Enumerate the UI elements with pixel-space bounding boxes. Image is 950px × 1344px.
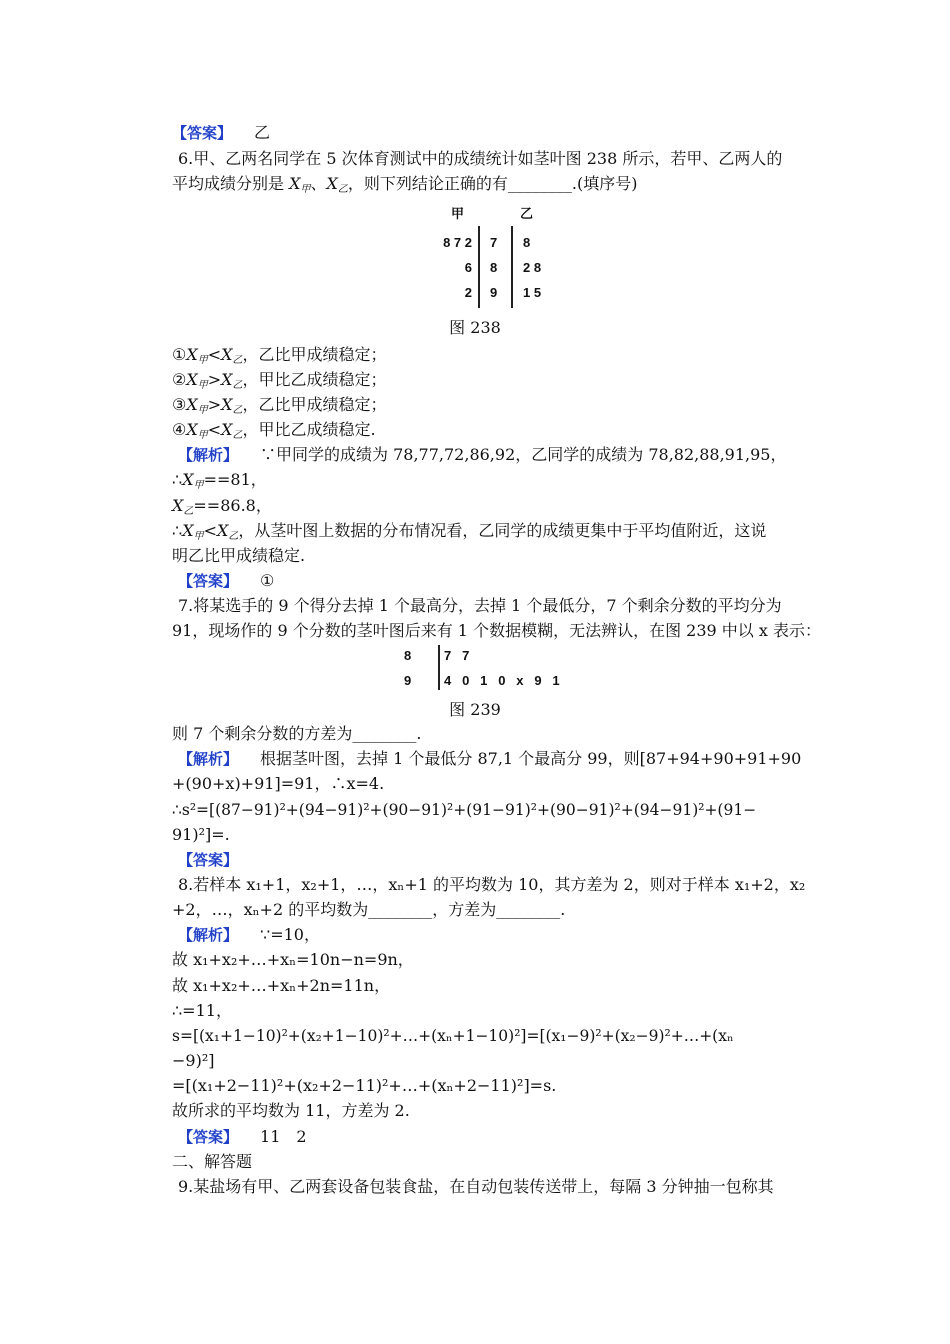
analysis-8-line-5: s=[(x₁+1−10)²+(x₂+1−10)²+…+(xₙ+1−10)²]=[(x₁−9)²+(x₂−9)²+…+(xₙ: [172, 1027, 734, 1045]
answer-line: [172, 123, 270, 143]
x-jia: $X_甲$: [289, 174, 311, 195]
question-6-line-2: 平均成绩分别是 $X_甲$、$X_乙$，则下列结论正确的有________.(填序号): [172, 174, 638, 195]
analysis-8-line-7: =[(x₁+2−11)²+(x₂+2−11)²+…+(xₙ+2−11)²]=s.: [172, 1076, 557, 1095]
analysis-6-line-2: $\therefore X_甲==81$，: [172, 470, 267, 491]
analysis-6-mean-yi: ==86.8，: [193, 496, 272, 515]
stem2-leaves-r2: 4 0 1 0 x 9 1: [444, 673, 560, 688]
question-8-line-1: 8.若样本 x₁+1，x₂+1，…，xₙ+1 的平均数为 10，其方差为 2，则对于样本 x₁+2，x₂: [178, 875, 806, 894]
analysis-8-line-6: −9)²]: [172, 1051, 215, 1070]
stem1-leaves-left-r1: 8 7 2: [443, 235, 472, 250]
analysis-6-text: ∵甲同学的成绩为 78,77,72,86,92，乙同学的成绩为 78,82,88,91,95，: [260, 445, 787, 464]
figure-238-caption: 图 238: [449, 318, 501, 337]
stem1-stem-r2: 8: [490, 260, 498, 275]
question-7-line-1: 7.将某选手的 9 个得分去掉 1 个最高分，去掉 1 个最低分，7 个剩余分数的平均分为: [178, 596, 782, 615]
stem1-leaves-right-r2: 2 8: [523, 260, 542, 275]
answer-text: 乙: [254, 123, 271, 142]
option-3-text: ，乙比甲成绩稳定；: [242, 395, 387, 414]
answer-tag: 【答案】: [178, 1128, 239, 1146]
analysis-6-line-5: 明乙比甲成绩稳定.: [172, 546, 306, 565]
option-4: $④X_甲<X_乙$，甲比乙成绩稳定.: [172, 420, 376, 441]
option-1: $①X_甲<X_乙$，乙比甲成绩稳定；: [172, 345, 387, 366]
stem1-head-left: 甲: [451, 206, 465, 221]
stem1-divider-left: [478, 226, 480, 308]
analysis-8-line-2: 故 x₁+x₂+…+xₙ=10n−n=9n，: [172, 950, 414, 969]
stem1-stem-r1: 7: [490, 235, 498, 250]
question-9-line-1: 9.某盐场有甲、乙两套设备包装食盐，在自动包装传送带上，每隔 3 分钟抽一包称其: [178, 1177, 774, 1196]
answer-6-text: ①: [260, 571, 275, 590]
analysis-tag: 【解析】: [178, 750, 239, 768]
analysis-6-mean-jia: ==81，: [203, 470, 267, 489]
analysis-6-line-1: [178, 445, 786, 465]
figure-239-caption: 图 239: [449, 700, 501, 719]
stem1-leaves-right-r3: 1 5: [523, 285, 542, 300]
stem1-head-right: 乙: [520, 206, 534, 221]
question-7-line-2: 91，现场作的 9 个分数的茎叶图后来有 1 个数据模糊，无法辨认，在图 239 中以 x 表示：: [172, 621, 821, 640]
analysis-tag: 【解析】: [178, 446, 239, 464]
stem1-leaves-left-r3: 2: [464, 285, 472, 300]
answer-8-line: [178, 1127, 307, 1147]
option-1-text: ，乙比甲成绩稳定；: [242, 345, 387, 364]
analysis-7-line-4: 91)²]=.: [172, 825, 230, 844]
stem2-divider: [438, 645, 440, 690]
question-8-line-2: +2，…，xₙ+2 的平均数为________，方差为________.: [172, 900, 566, 919]
stem2-leaves-r1: 7 7: [444, 648, 470, 663]
option-2-text: ，甲比乙成绩稳定；: [242, 370, 387, 389]
answer-tag: 【答案】: [172, 124, 233, 142]
option-4-text: ，甲比乙成绩稳定.: [242, 420, 376, 439]
analysis-7-line-1: [178, 749, 801, 769]
analysis-7-line-2: +(90+x)+91]=91，∴x=4.: [172, 774, 385, 793]
question-6-line-1: 6.甲、乙两名同学在 5 次体育测试中的成绩统计如茎叶图 238 所示，若甲、乙两人的: [178, 149, 783, 168]
analysis-8-line-3: 故 x₁+x₂+…+xₙ+2n=11n，: [172, 976, 391, 995]
answer-8-text: 11 2: [260, 1127, 307, 1146]
stem2-stem-r2: 9: [404, 673, 412, 688]
analysis-6-conclusion: ，从茎叶图上数据的分布情况看，乙同学的成绩更集中于平均值附近，这说: [238, 521, 767, 540]
analysis-7-line-3: ∴s²=[(87−91)²+(94−91)²+(90−91)²+(91−91)²+(90−91)²+(94−91)²+(91−: [172, 801, 757, 819]
stem2-stem-r1: 8: [404, 648, 412, 663]
stem1-leaves-left-r2: 6: [464, 260, 472, 275]
option-3: $③X_甲>X_乙$，乙比甲成绩稳定；: [172, 395, 387, 416]
x-yi: $X_乙$: [326, 174, 348, 195]
analysis-tag: 【解析】: [178, 926, 239, 944]
stem1-divider-right: [511, 226, 513, 308]
analysis-6-line-3: $X_乙==86.8$，: [172, 496, 272, 517]
q6-text-b: ，则下列结论正确的有________.(填序号): [347, 174, 638, 193]
question-7-line-3: 则 7 个剩余分数的方差为________.: [172, 724, 422, 743]
q6-text-a: 平均成绩分别是: [172, 174, 290, 193]
answer-tag: 【答案】: [178, 572, 239, 590]
answer-6-line: [178, 571, 274, 591]
analysis-8-line-8: 故所求的平均数为 11，方差为 2.: [172, 1101, 410, 1120]
analysis-7-text: 根据茎叶图，去掉 1 个最低分 87,1 个最高分 99，则[87+94+90+91+90: [260, 749, 802, 768]
analysis-6-line-4: $\therefore X_甲<X_乙$，从茎叶图上数据的分布情况看，乙同学的成绩更集中于平均值附近，这说: [172, 521, 767, 542]
stem1-stem-r3: 9: [490, 285, 498, 300]
answer-7-line: [178, 850, 238, 870]
analysis-8-line-1: [178, 925, 320, 945]
analysis-8-line-4: ∴=11，: [172, 1001, 232, 1020]
stem1-leaves-right-r1: 8: [523, 235, 531, 250]
option-2: $②X_甲>X_乙$，甲比乙成绩稳定；: [172, 370, 387, 391]
answer-tag: 【答案】: [178, 851, 239, 869]
analysis-8-text: ∵=10，: [260, 925, 320, 944]
section-heading-2: 二、解答题: [172, 1152, 253, 1171]
